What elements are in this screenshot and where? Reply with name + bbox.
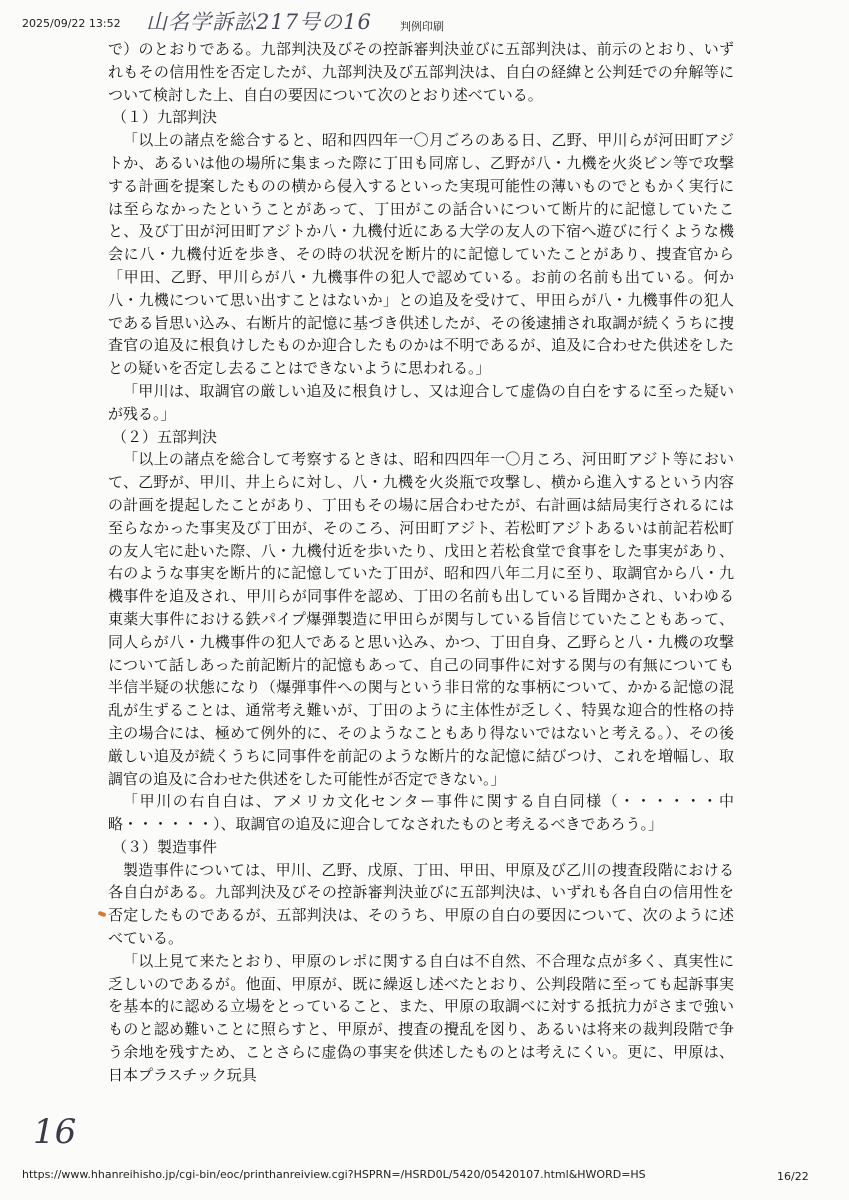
- quoted-paragraph: 「甲川は、取調官の厳しい追及に根負けし、又は迎合して虚偽の自白をするに至った疑いが残る。」: [108, 381, 734, 423]
- quoted-paragraph: 「以上の諸点を総合すると、昭和四四年一〇月ごろのある日、乙野、甲川らが河田町アジトか、あるいは他の場所に集まった際に丁田も同席し、乙野が八・九機を火炎ビン等で攻撃する計画を提案したものの横から侵入するといった実現可能性の薄いものでともかく実行には至らなかったということがあって、丁田がこの話合いについて断片的に記憶していたこと、及び丁田が河田町アジトか八・九機付近にある大学の友人の下宿へ遊びに行くような機会に八・九機付近を歩き、その時の状況を断片的に記憶していたことがあり、捜査官から「甲田、乙野、甲川らが八・九機事件の犯人で認めている。お前の名前も出ている。何か八・九機について思い出すことはないか」との追及を受けて、甲田らが八・九機事件の犯人である旨思い込み、右断片的記憶に基づき供述したが、その後逮捕され取調が続くうちに捜査官の追及に根負けしたものか迎合したものかは不明であるが、追及に合わせた供述をしたとの疑いを否定し去ることはできないように思われる。」: [108, 131, 734, 378]
- paragraph: 製造事件については、甲川、乙野、戊原、丁田、甲田、甲原及び乙川の捜査段階における各自白がある。九部判決及びその控訴審判決並びに五部判決は、いずれも各自白の信用性を否定したものであるが、五部判決は、そのうち、甲原の自白の要因について、次のように述べている。: [108, 860, 734, 948]
- paragraph-continued: で）のとおりである。九部判決及びその控訴審判決並びに五部判決は、前示のとおり、いずれもその信用性を否定したが、九部判決及び五部判決は、自白の経緯と公判廷での弁解等について検討した上、自白の要因について次のとおり述べている。: [108, 40, 734, 104]
- quoted-paragraph: 「以上見て来たとおり、甲原のレポに関する自白は不自然、不合理な点が多く、真実性に乏しいのであるが。他面、甲原が、既に繰返し述べたとおり、公判段階に至っても起訴事実を基本的に認める立場をとっていること、また、甲原の取調べに対する抵抗力がさまで強いものと認め難いことに照らすと、甲原が、捜査の攪乱を図り、あるいは将来の裁判段階で争う余地を残すため、ことさらに虚偽の事実を供述したものとは考えにくい。更に、甲原は、日本プラスチック玩具: [108, 951, 734, 1084]
- footer-url: https://www.hhanreihisho.jp/cgi-bin/eoc/printhanreiview.cgi?HSPRN=/HSRD0L/5420/05420107.html&HWORD=HS: [22, 1168, 646, 1181]
- section-heading: （３）製造事件: [112, 837, 218, 856]
- print-title: 判例印刷: [400, 20, 444, 33]
- document-body: [108, 38, 734, 1087]
- orange-dot-mark: [98, 911, 107, 917]
- footer-page-number: 16/22: [777, 1170, 809, 1183]
- handwritten-page-number: 16: [33, 1112, 77, 1152]
- print-datetime: 2025/09/22 13:52: [22, 17, 121, 30]
- quoted-paragraph: 「甲川の右自白は、アメリカ文化センター事件に関する自白同様（・・・・・・中略・・・・・・）、取調官の追及に迎合してなされたものと考えるべきであろう。」: [108, 792, 734, 834]
- section-heading: （２）五部判決: [112, 427, 218, 446]
- handwritten-reference: 山名学訴訟217号の16: [146, 10, 372, 34]
- section-heading: （１）九部判決: [112, 108, 218, 127]
- quoted-paragraph: 「以上の諸点を総合して考察するときは、昭和四四年一〇月ころ、河田町アジト等において、乙野が、甲川、井上らに対し、八・九機を火炎瓶で攻撃し、横から進入するという内容の計画を提起したことがあり、丁田もその場に居合わせたが、右計画は結局実行されるには至らなかった事実及び丁田が、そのころ、河田町アジト、若松町アジトあるいは前記若松町の友人宅に赴いた際、八・九機付近を歩いたり、戊田と若松食堂で食事をした事実があり、右のような事実を断片的に記憶していた丁田が、昭和四八年二月に至り、取調官から八・九機事件を追及され、甲川らが同事件を認め、丁田の名前も出している旨聞かされ、いわゆる東薬大事件における鉄パイプ爆弾製造に甲田らが関与している旨信じていたこともあって、同人らが八・九機事件の犯人であると思い込み、かつ、丁田自身、乙野らと八・九機の攻撃について話しあった前記断片的記憶もあって、自己の同事件に対する関与の有無についても半信半疑の状態になり（爆弾事件への関与という非日常的な事柄について、かかる記憶の混乱が生ずることは、通常考え難いが、丁田のように主体性が乏しく、特異な迎合的性格の持主の場合には、極めて例外的に、そのようなこともあり得ないではないと考える。）、その後厳しい追及が続くうちに同事件を前記のような断片的な記憶に結びつけ、これを増幅し、取調官の追及に合わせた供述をした可能性が否定できない。」: [108, 450, 734, 788]
